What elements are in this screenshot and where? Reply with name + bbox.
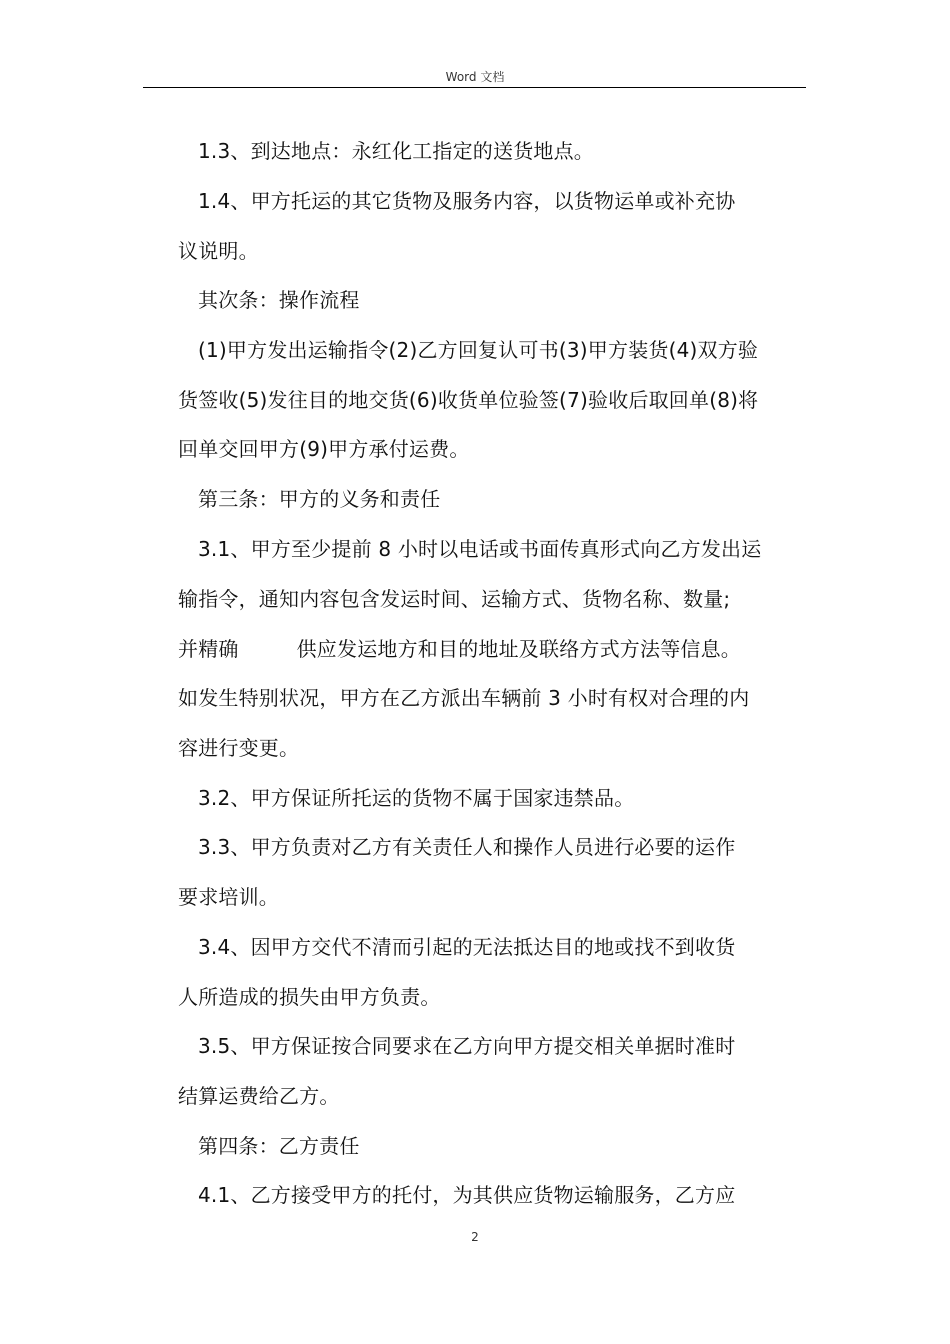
paragraph-line: 人所造成的损失由甲方负责。	[178, 985, 441, 1009]
header-divider	[143, 87, 806, 88]
paragraph-line: 要求培训。	[178, 885, 279, 909]
paragraph-line: 3.4、因甲方交代不清而引起的无法抵达目的地或找不到收货	[198, 935, 736, 959]
paragraph-line: 3.3、甲方负责对乙方有关责任人和操作人员进行必要的运作	[198, 835, 736, 859]
paragraph-line	[178, 636, 808, 662]
section-heading: 第三条：甲方的义务和责任	[198, 487, 441, 511]
paragraph-fragment: 并精确	[178, 637, 239, 661]
paragraph-line: 结算运费给乙方。	[178, 1084, 340, 1108]
paragraph-line: 货签收(5)发往目的地交货(6)收货单位验签(7)验收后取回单(8)将	[178, 388, 759, 412]
paragraph-line: (1)甲方发出运输指令(2)乙方回复认可书(3)甲方装货(4)双方验	[198, 338, 759, 362]
paragraph-line: 回单交回甲方(9)甲方承付运费。	[178, 437, 470, 461]
page-number: 2	[471, 1230, 479, 1244]
paragraph-line: 1.4、甲方托运的其它货物及服务内容，以货物运单或补充协	[198, 189, 736, 213]
paragraph-line: 议说明。	[178, 239, 259, 263]
section-heading: 其次条：操作流程	[198, 288, 360, 312]
paragraph-line: 容进行变更。	[178, 736, 300, 760]
paragraph-line: 3.1、甲方至少提前 8 小时以电话或书面传真形式向乙方发出运	[198, 537, 762, 561]
paragraph-fragment: 供应发运地方和目的地址及联络方式方法等信息。	[296, 637, 742, 661]
paragraph-line: 4.1、乙方接受甲方的托付，为其供应货物运输服务，乙方应	[198, 1183, 736, 1207]
section-heading: 第四条：乙方责任	[198, 1134, 360, 1158]
paragraph-line: 3.2、甲方保证所托运的货物不属于国家违禁品。	[198, 786, 635, 810]
paragraph-line: 输指令，通知内容包含发运时间、运输方式、货物名称、数量;	[178, 587, 731, 611]
paragraph-line: 如发生特别状况，甲方在乙方派出车辆前 3 小时有权对合理的内	[178, 686, 750, 710]
header-title: Word 文档	[445, 70, 505, 84]
paragraph-line: 3.5、甲方保证按合同要求在乙方向甲方提交相关单据时准时	[198, 1034, 736, 1058]
paragraph-line: 1.3、到达地点：永红化工指定的送货地点。	[198, 139, 595, 163]
